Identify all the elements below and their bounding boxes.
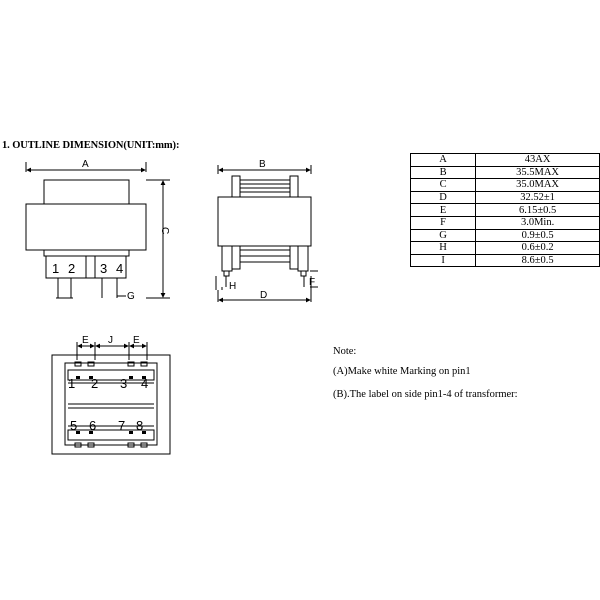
dim-value: 3.0Min. [476,216,600,229]
dim-g-label: G [127,291,135,302]
dim-value: 35.0MAX [476,179,600,192]
dim-b-label: B [259,159,266,170]
note-a: (A)Make white Marking on pin1 [333,366,471,377]
table-row [411,254,600,267]
table-row [411,154,600,167]
table-row [411,216,600,229]
bottom-pin-2: 2 [91,376,99,391]
dim-j-label: J [108,335,113,346]
dim-key: F [411,216,476,229]
front-pin-2: 2 [68,261,76,276]
bottom-view [52,342,170,454]
table-row [411,204,600,217]
front-pin-1: 1 [52,261,60,276]
dim-key: I [411,254,476,267]
bottom-pin-8: 8 [136,418,144,433]
bottom-pin-6: 6 [89,418,97,433]
dim-key: H [411,242,476,255]
front-pin-4: 4 [116,261,124,276]
dim-value: 35.5MAX [476,166,600,179]
front-pin-3: 3 [100,261,108,276]
dim-value: 8.6±0.5 [476,254,600,267]
dim-value: 43AX [476,154,600,167]
bottom-pin-1: 1 [68,376,76,391]
dim-key: A [411,154,476,167]
dim-value: 0.9±0.5 [476,229,600,242]
note-title: Note: [333,346,357,357]
dim-value: 32.52±1 [476,191,600,204]
dim-h-label: H [229,281,237,292]
table-row [411,166,600,179]
dim-f-label: F [309,277,316,288]
dim-key: C [411,179,476,192]
note-b: (B).The label on side pin1-4 of transformer: [333,389,518,400]
dimension-table [410,153,600,267]
front-view [26,162,170,298]
dim-key: B [411,166,476,179]
dim-a-label: A [82,159,89,170]
bottom-pin-5: 5 [70,418,78,433]
bottom-pin-3: 3 [120,376,128,391]
bottom-pin-4: 4 [141,376,149,391]
table-row [411,179,600,192]
table-row [411,229,600,242]
dim-d-label: D [260,290,268,301]
dim-key: G [411,229,476,242]
bottom-pin-7: 7 [118,418,126,433]
section-heading: 1. OUTLINE DIMENSION(UNIT:mm): [2,140,180,151]
dim-value: 0.6±0.2 [476,242,600,255]
dim-e-right-label: E [133,335,140,346]
dim-e-left-label: E [82,335,89,346]
dim-value: 6.15±0.5 [476,204,600,217]
dim-key: E [411,204,476,217]
dim-c-label: C [159,227,170,235]
table-row [411,242,600,255]
table-row [411,191,600,204]
dim-key: D [411,191,476,204]
